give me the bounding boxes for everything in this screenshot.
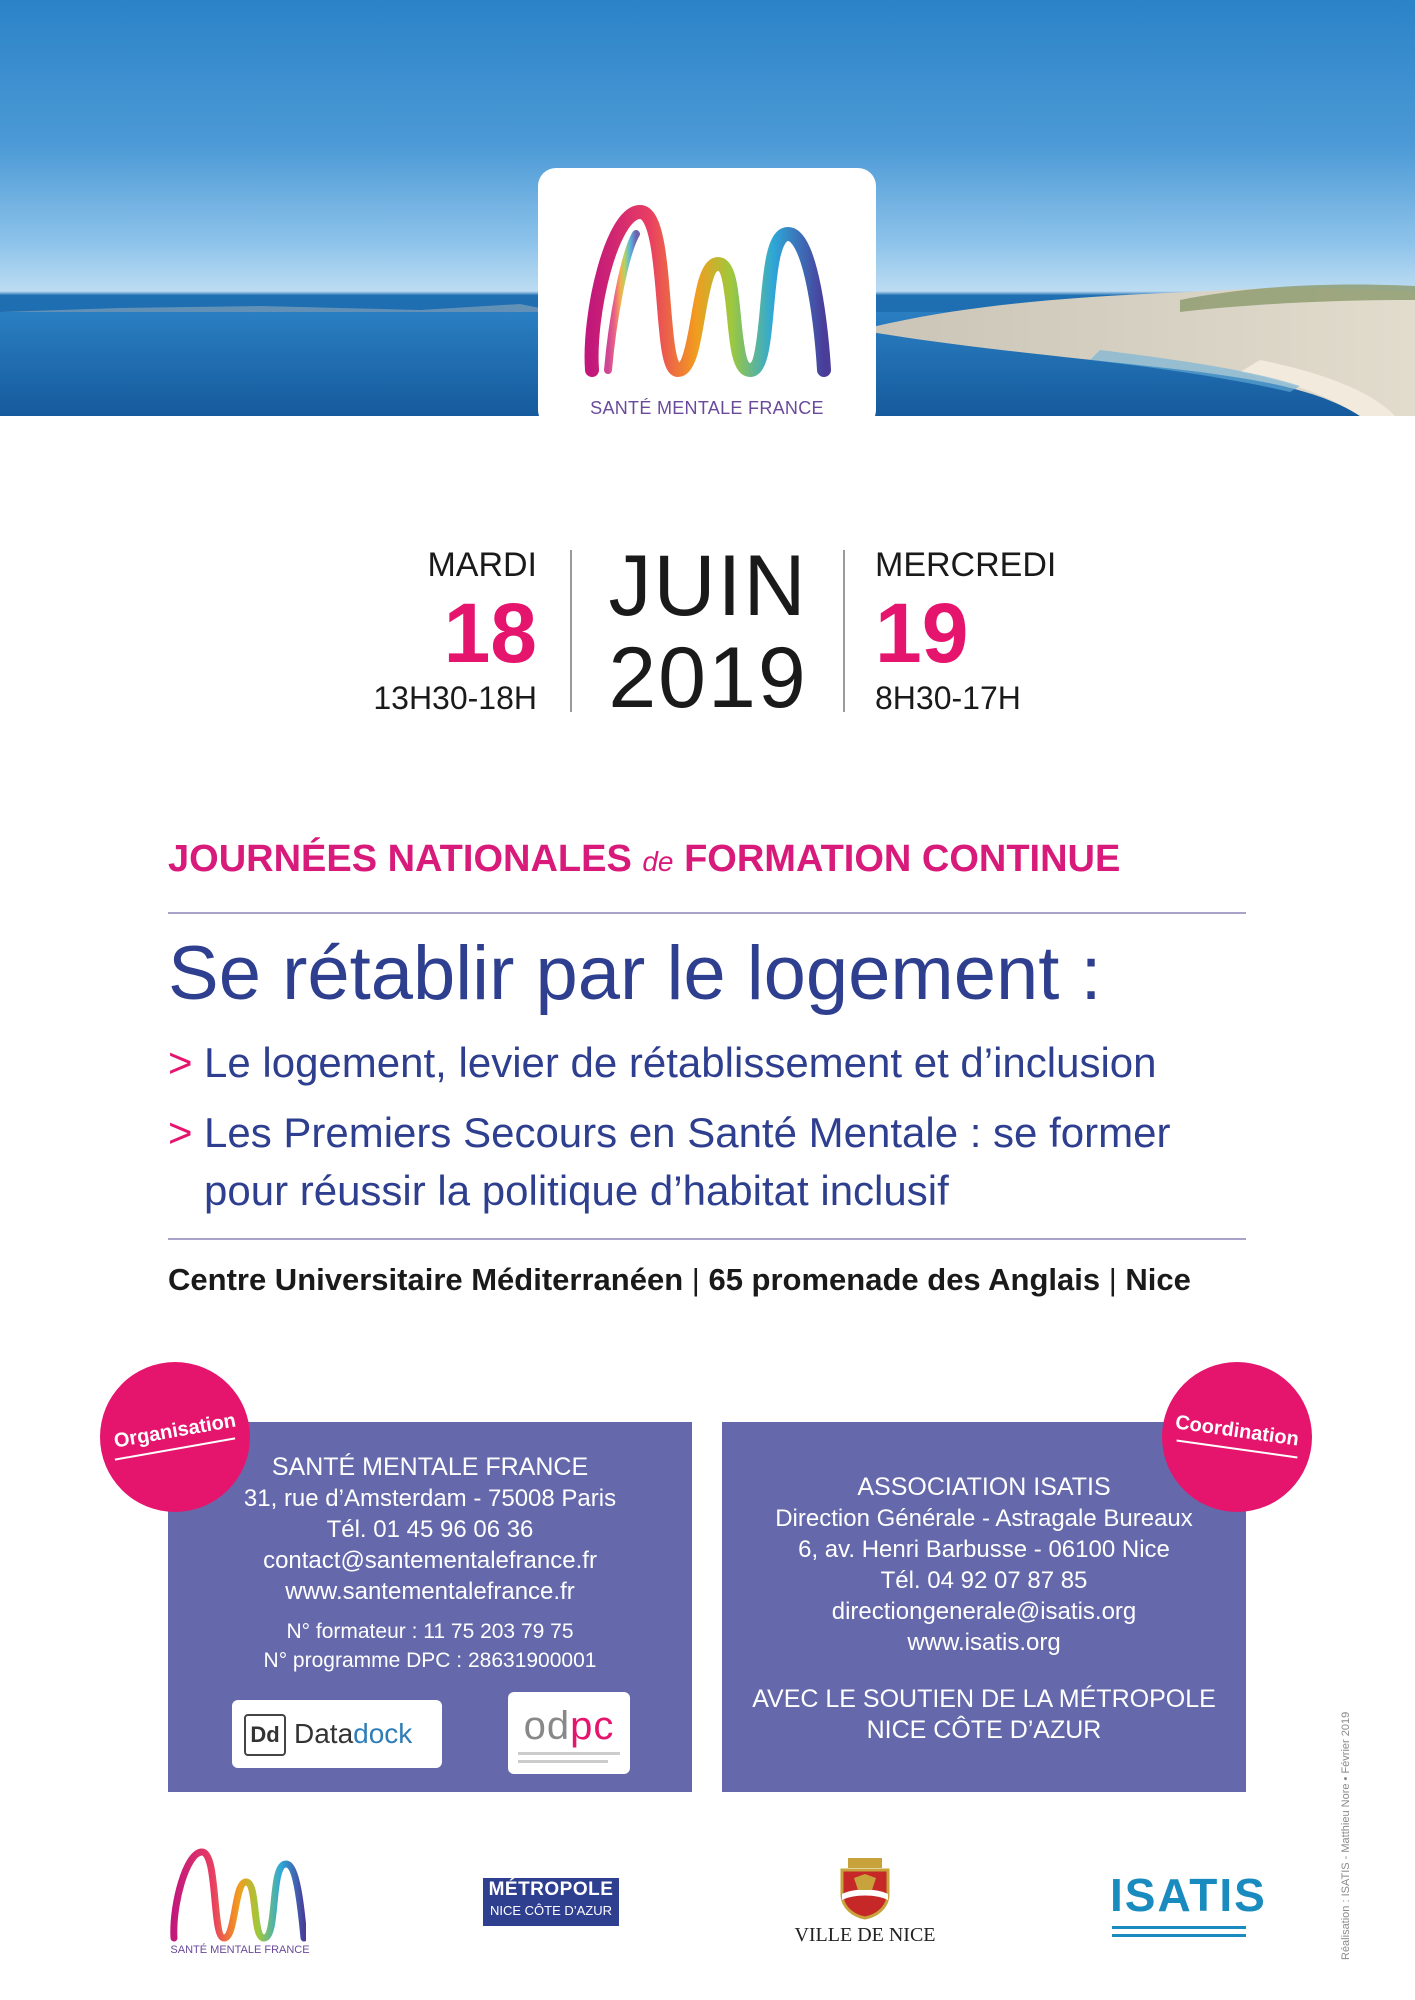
month: JUIN bbox=[608, 538, 808, 634]
coord-website[interactable]: www.isatis.org bbox=[907, 1629, 1061, 1656]
footer-smf-logo-icon bbox=[166, 1842, 306, 1948]
sante-mentale-france-logo-icon bbox=[578, 194, 836, 394]
coord-email[interactable]: directiongenerale@isatis.org bbox=[831, 1598, 1137, 1625]
datadock-word: Datadock bbox=[294, 1718, 413, 1749]
event-kicker bbox=[168, 838, 1248, 881]
datadock-mark-icon: Dd bbox=[244, 1714, 286, 1756]
datadock-logo bbox=[232, 1700, 442, 1768]
left-day-name: MARDI bbox=[427, 546, 537, 584]
right-day-time: 8H30-17H bbox=[875, 680, 1021, 716]
org-dpc: N° programme DPC : 28631900001 bbox=[263, 1649, 597, 1672]
org-email[interactable]: contact@santementalefrance.fr bbox=[263, 1547, 597, 1574]
credit-line: Réalisation : ISATIS - Matthieu Nore • Février 2019 bbox=[1340, 1711, 1352, 1960]
organisation-badge bbox=[100, 1362, 250, 1512]
coordination-badge-label: Coordination bbox=[1173, 1411, 1301, 1451]
date-divider-right bbox=[843, 550, 845, 712]
coord-name: ASSOCIATION ISATIS bbox=[857, 1473, 1111, 1501]
org-phone: Tél. 01 45 96 06 36 bbox=[326, 1516, 534, 1543]
org-formateur: N° formateur : 11 75 203 79 75 bbox=[286, 1620, 574, 1643]
venue bbox=[168, 1262, 1258, 1298]
main-title: Se rétablir par le logement : bbox=[168, 931, 1102, 1016]
coord-line2: 6, av. Henri Barbusse - 06100 Nice bbox=[798, 1536, 1170, 1563]
odpc-word: odpc bbox=[523, 1704, 615, 1748]
venue-city: Nice bbox=[1125, 1262, 1191, 1297]
odpc-fine-print bbox=[518, 1752, 620, 1755]
venue-separator: | bbox=[1108, 1262, 1117, 1297]
ville-de-nice-text: VILLE DE NICE bbox=[794, 1924, 936, 1946]
metropole-logo-subtitle: NICE CÔTE D’AZUR bbox=[489, 1903, 613, 1918]
organisation-box bbox=[168, 1422, 692, 1792]
org-website[interactable]: www.santementalefrance.fr bbox=[285, 1578, 575, 1605]
right-day-number: 19 bbox=[875, 586, 969, 680]
divider-top bbox=[168, 912, 1246, 914]
isatis-logo: ISATIS bbox=[1110, 1869, 1267, 1921]
bullet-arrow-icon: > bbox=[168, 1109, 193, 1156]
venue-address: 65 promenade des Anglais bbox=[708, 1262, 1101, 1297]
coord-line1: Direction Générale - Astragale Bureaux bbox=[775, 1505, 1193, 1532]
venue-separator: | bbox=[691, 1262, 700, 1297]
kicker-part-a: JOURNÉES NATIONALES bbox=[168, 838, 632, 880]
bullet-1-text: Le logement, levier de rétablissement et d’inclusion bbox=[204, 1039, 1157, 1086]
odpc-logo bbox=[508, 1692, 630, 1774]
left-day-time: 13H30-18H bbox=[373, 680, 537, 716]
kicker-part-b: FORMATION CONTINUE bbox=[684, 838, 1121, 880]
metropole-logo bbox=[483, 1878, 619, 1926]
right-day-name: MERCREDI bbox=[875, 546, 1057, 584]
coord-phone: Tél. 04 92 07 87 85 bbox=[880, 1567, 1088, 1594]
left-day-number: 18 bbox=[443, 586, 537, 680]
bullet-2-text-line2: pour réussir la politique d’habitat inclusif bbox=[204, 1167, 949, 1214]
bullet-2 bbox=[168, 1104, 1268, 1220]
metropole-logo-title: MÉTROPOLE bbox=[488, 1879, 614, 1900]
isatis-tagline-line bbox=[1112, 1934, 1246, 1937]
kicker-de: de bbox=[642, 846, 674, 877]
organisation-badge-label: Organisation bbox=[112, 1409, 238, 1453]
bullet-arrow-icon: > bbox=[168, 1039, 193, 1086]
month-year bbox=[570, 540, 846, 724]
divider-bottom bbox=[168, 1238, 1246, 1240]
logo-caption: SANTÉ MENTALE FRANCE bbox=[590, 398, 824, 416]
coordination-badge bbox=[1162, 1362, 1312, 1512]
org-address: 31, rue d’Amsterdam - 75008 Paris bbox=[243, 1485, 617, 1512]
ville-de-nice-crest-icon bbox=[834, 1854, 896, 1920]
hero-photo bbox=[0, 0, 1415, 416]
coordination-box bbox=[722, 1422, 1246, 1792]
venue-place: Centre Universitaire Méditerranéen bbox=[168, 1262, 684, 1297]
bullet-2-text-line1: Les Premiers Secours en Santé Mentale : se former bbox=[204, 1109, 1171, 1156]
coord-support-line1: AVEC LE SOUTIEN DE LA MÉTROPOLE bbox=[752, 1685, 1216, 1713]
logo-card bbox=[538, 168, 876, 416]
isatis-tagline-line bbox=[1112, 1926, 1246, 1929]
odpc-fine-print bbox=[518, 1760, 608, 1763]
org-name: SANTÉ MENTALE FRANCE bbox=[271, 1453, 589, 1481]
bullet-1 bbox=[168, 1034, 1268, 1092]
year: 2019 bbox=[608, 630, 808, 726]
footer-smf-caption: SANTÉ MENTALE FRANCE bbox=[170, 1944, 310, 1956]
coord-support-line2: NICE CÔTE D’AZUR bbox=[866, 1716, 1102, 1744]
